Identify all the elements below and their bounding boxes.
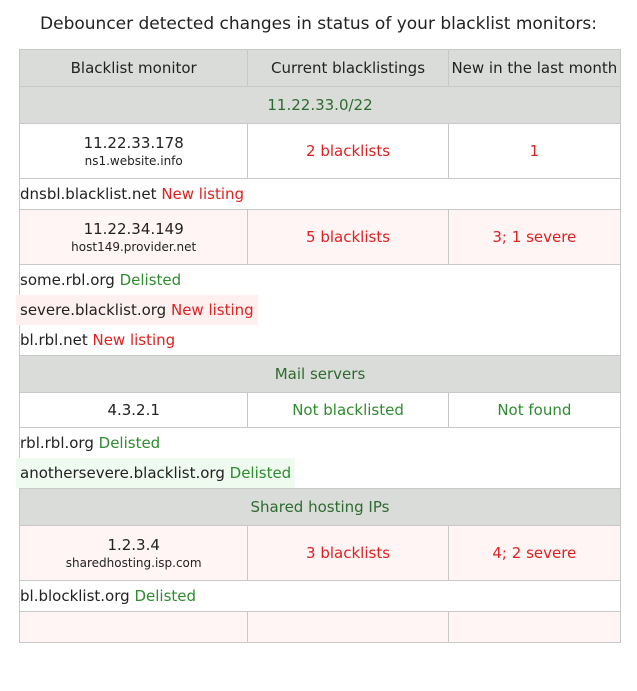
group-row bbox=[20, 489, 621, 526]
change-entry bbox=[16, 325, 179, 355]
change-item bbox=[20, 325, 620, 355]
table-header-row bbox=[20, 50, 621, 87]
column-header-current: Current blacklistings bbox=[248, 50, 448, 87]
monitor-cell bbox=[20, 526, 248, 581]
change-entry bbox=[16, 265, 185, 295]
change-item bbox=[20, 458, 620, 488]
changes-row bbox=[20, 428, 621, 489]
changes-list bbox=[20, 581, 621, 612]
change-item bbox=[20, 581, 620, 611]
monitor-hostname: host149.provider.net bbox=[71, 240, 197, 254]
monitor-ip: 11.22.34.149 bbox=[83, 220, 184, 238]
group-name: Shared hosting IPs bbox=[20, 489, 621, 526]
changes-row bbox=[20, 179, 621, 210]
change-entry bbox=[16, 458, 295, 488]
blacklist-name: rbl.rbl.org bbox=[20, 434, 94, 452]
listing-status: New listing bbox=[170, 301, 254, 319]
monitor-row bbox=[20, 393, 621, 428]
blacklist-name: bl.rbl.net bbox=[20, 331, 88, 349]
page-heading: Debouncer detected changes in status of your blacklist monitors: bbox=[40, 14, 597, 34]
changes-row bbox=[20, 265, 621, 356]
monitor-cell bbox=[20, 612, 248, 643]
changes-list bbox=[20, 265, 621, 356]
listing-status: New listing bbox=[161, 185, 245, 203]
changes-row bbox=[20, 581, 621, 612]
monitor-row bbox=[20, 210, 621, 265]
group-name: 11.22.33.0/22 bbox=[20, 87, 621, 124]
change-item bbox=[20, 428, 620, 458]
group-name: Mail servers bbox=[20, 356, 621, 393]
new-last-month: 3; 1 severe bbox=[448, 210, 620, 265]
change-entry bbox=[16, 295, 258, 325]
current-blacklistings: Not blacklisted bbox=[248, 393, 448, 428]
monitor-ip: 4.3.2.1 bbox=[107, 401, 160, 419]
blacklist-name: dnsbl.blacklist.net bbox=[20, 185, 157, 203]
column-header-new: New in the last month bbox=[448, 50, 620, 87]
change-entry bbox=[16, 179, 248, 209]
changes-list bbox=[20, 179, 621, 210]
monitor-cell bbox=[20, 210, 248, 265]
group-row bbox=[20, 87, 621, 124]
group-row bbox=[20, 356, 621, 393]
monitor-row bbox=[20, 612, 621, 643]
monitor-ip: 1.2.3.4 bbox=[107, 536, 160, 554]
blacklist-name: anothersevere.blacklist.org bbox=[20, 464, 225, 482]
monitor-cell bbox=[20, 124, 248, 179]
change-entry bbox=[16, 581, 200, 611]
listing-status: Delisted bbox=[134, 587, 197, 605]
column-header-monitor: Blacklist monitor bbox=[20, 50, 248, 87]
changes-list bbox=[20, 428, 621, 489]
blacklist-monitor-table bbox=[19, 49, 621, 643]
listing-status: Delisted bbox=[119, 271, 182, 289]
listing-status: Delisted bbox=[229, 464, 292, 482]
listing-status: Delisted bbox=[98, 434, 161, 452]
monitor-hostname: ns1.website.info bbox=[84, 154, 183, 168]
monitor-cell bbox=[20, 393, 248, 428]
new-last-month: 1 bbox=[448, 124, 620, 179]
blacklist-name: some.rbl.org bbox=[20, 271, 115, 289]
listing-status: New listing bbox=[92, 331, 176, 349]
blacklist-name: bl.blocklist.org bbox=[20, 587, 130, 605]
change-entry bbox=[16, 428, 164, 458]
new-last-month: 4; 2 severe bbox=[448, 526, 620, 581]
monitor-cell bbox=[248, 612, 448, 643]
change-item bbox=[20, 265, 620, 295]
current-blacklistings: 3 blacklists bbox=[248, 526, 448, 581]
change-item bbox=[20, 295, 620, 325]
blacklist-name: severe.blacklist.org bbox=[20, 301, 167, 319]
monitor-ip: 11.22.33.178 bbox=[83, 134, 184, 152]
monitor-cell bbox=[448, 612, 620, 643]
monitor-hostname: sharedhosting.isp.com bbox=[65, 556, 202, 570]
new-last-month: Not found bbox=[448, 393, 620, 428]
monitor-row bbox=[20, 526, 621, 581]
current-blacklistings: 5 blacklists bbox=[248, 210, 448, 265]
monitor-row bbox=[20, 124, 621, 179]
change-item bbox=[20, 179, 620, 209]
current-blacklistings: 2 blacklists bbox=[248, 124, 448, 179]
